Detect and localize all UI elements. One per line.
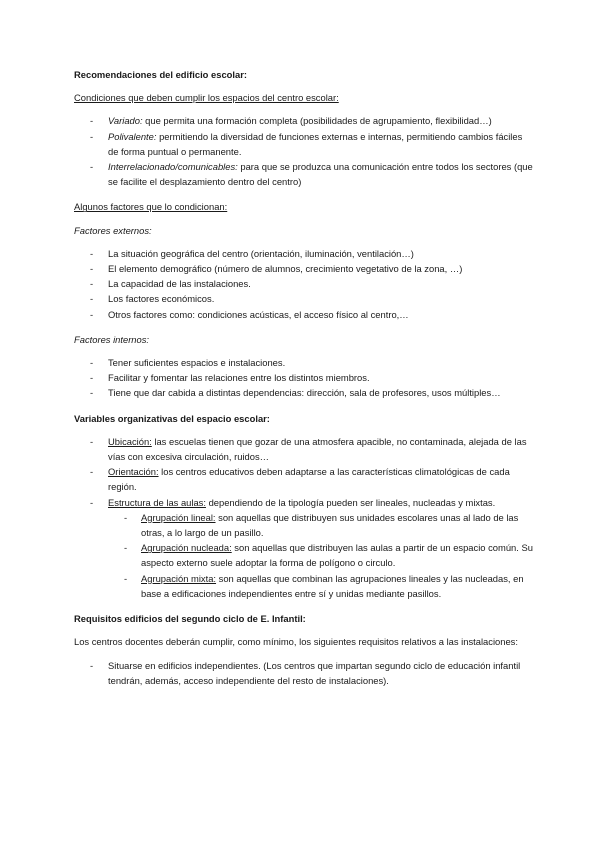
list-item: - Tiene que dar cabida a distintas dependencias: dirección, sala de profesores, usos múltiples… bbox=[74, 385, 534, 400]
list-item: - La capacidad de las instalaciones. bbox=[74, 276, 534, 291]
list-item: - Los factores económicos. bbox=[74, 291, 534, 306]
list-item bbox=[108, 510, 534, 540]
list-item: - El elemento demográfico (número de alumnos, crecimiento vegetativo de la zona, …) bbox=[74, 261, 534, 276]
factores-externos-list bbox=[74, 246, 534, 322]
term: Estructura de las aulas: bbox=[108, 496, 206, 508]
item-text: dependiendo de la tipología pueden ser lineales, nucleadas y mixtas. bbox=[205, 496, 496, 508]
item-text: son aquellas que distribuyen sus unidades escolares unas al lado de las otras, a lo largo de un pasillo. bbox=[141, 511, 519, 539]
list-item: - Tener suficientes espacios e instalaciones. bbox=[74, 355, 534, 370]
item-text: las escuelas tienen que gozar de una atmosfera apacible, no contaminada, alejada de las vías con excesiva circulación, ruidos… bbox=[108, 435, 527, 463]
list-item bbox=[74, 495, 534, 601]
condiciones-list bbox=[74, 113, 534, 189]
list-item bbox=[74, 159, 534, 189]
list-item bbox=[74, 434, 534, 464]
agrupaciones-list bbox=[108, 510, 534, 601]
subtitle-condiciones: Condiciones que deben cumplir los espacios del centro escolar: bbox=[74, 92, 339, 104]
list-item: - Facilitar y fomentar las relaciones entre los distintos miembros. bbox=[74, 370, 534, 385]
list-item: - La situación geográfica del centro (orientación, iluminación, ventilación…) bbox=[74, 246, 534, 261]
term: Ubicación: bbox=[108, 435, 152, 447]
factores-internos-label: Factores internos: bbox=[74, 333, 150, 345]
list-item: - Otros factores como: condiciones acústicas, el acceso físico al centro,… bbox=[74, 307, 534, 322]
requisitos-intro: Los centros docentes deberán cumplir, como mínimo, los siguientes requisitos relativos a las instalaciones: bbox=[74, 636, 518, 648]
list-item: - Situarse en edificios independientes. (Los centros que impartan segundo ciclo de educación infantil tendrán, además, acceso independiente del resto de instalaciones). bbox=[74, 658, 534, 688]
term: Agrupación nucleada: bbox=[141, 542, 232, 554]
term: Agrupación mixta: bbox=[141, 572, 217, 584]
factores-internos-list bbox=[74, 355, 534, 401]
item-text: son aquellas que combinan las agrupaciones lineales y las nucleadas, en base a edificaciones independientes entre sí y unidas mediante pasillos. bbox=[141, 572, 524, 599]
term: Agrupación lineal: bbox=[141, 511, 216, 523]
term: Interrelacionado/comunicables: bbox=[108, 161, 238, 173]
list-item bbox=[74, 113, 534, 128]
subtitle-factores: Algunos factores que lo condicionan: bbox=[74, 201, 228, 213]
item-text: los centros educativos deben adaptarse a las características climatológicas de cada región. bbox=[108, 466, 510, 493]
item-text: permitiendo la diversidad de funciones externas e internas, permitiendo cambios fáciles de forma puntual o permanente. bbox=[108, 130, 523, 157]
term: Polivalente: bbox=[108, 130, 157, 142]
document-body bbox=[74, 67, 534, 688]
term: Variado: bbox=[108, 115, 143, 127]
factores-externos-label: Factores externos: bbox=[74, 224, 152, 236]
item-text: son aquellas que distribuyen las aulas a partir de un espacio común. Su aspecto externo suele adoptar la forma de polígono o circulo. bbox=[141, 542, 533, 569]
item-text: que permita una formación completa (posibilidades de agrupamiento, flexibilidad…) bbox=[142, 115, 492, 127]
item-text: para que se produzca una comunicación entre todos los sectores (que se facilite el desplazamiento dentro del centro) bbox=[108, 161, 533, 188]
term: Orientación: bbox=[108, 466, 159, 478]
list-item bbox=[108, 571, 534, 601]
list-item bbox=[74, 464, 534, 494]
section-title-requisitos: Requisitos edificios del segundo ciclo de E. Infantil: bbox=[74, 613, 306, 625]
section-title-recomendaciones: Recomendaciones del edificio escolar: bbox=[74, 69, 247, 80]
list-item bbox=[74, 129, 534, 159]
section-title-variables: Variables organizativas del espacio escolar: bbox=[74, 412, 270, 424]
requisitos-list bbox=[74, 658, 534, 688]
list-item bbox=[108, 540, 534, 570]
variables-list bbox=[74, 434, 534, 601]
